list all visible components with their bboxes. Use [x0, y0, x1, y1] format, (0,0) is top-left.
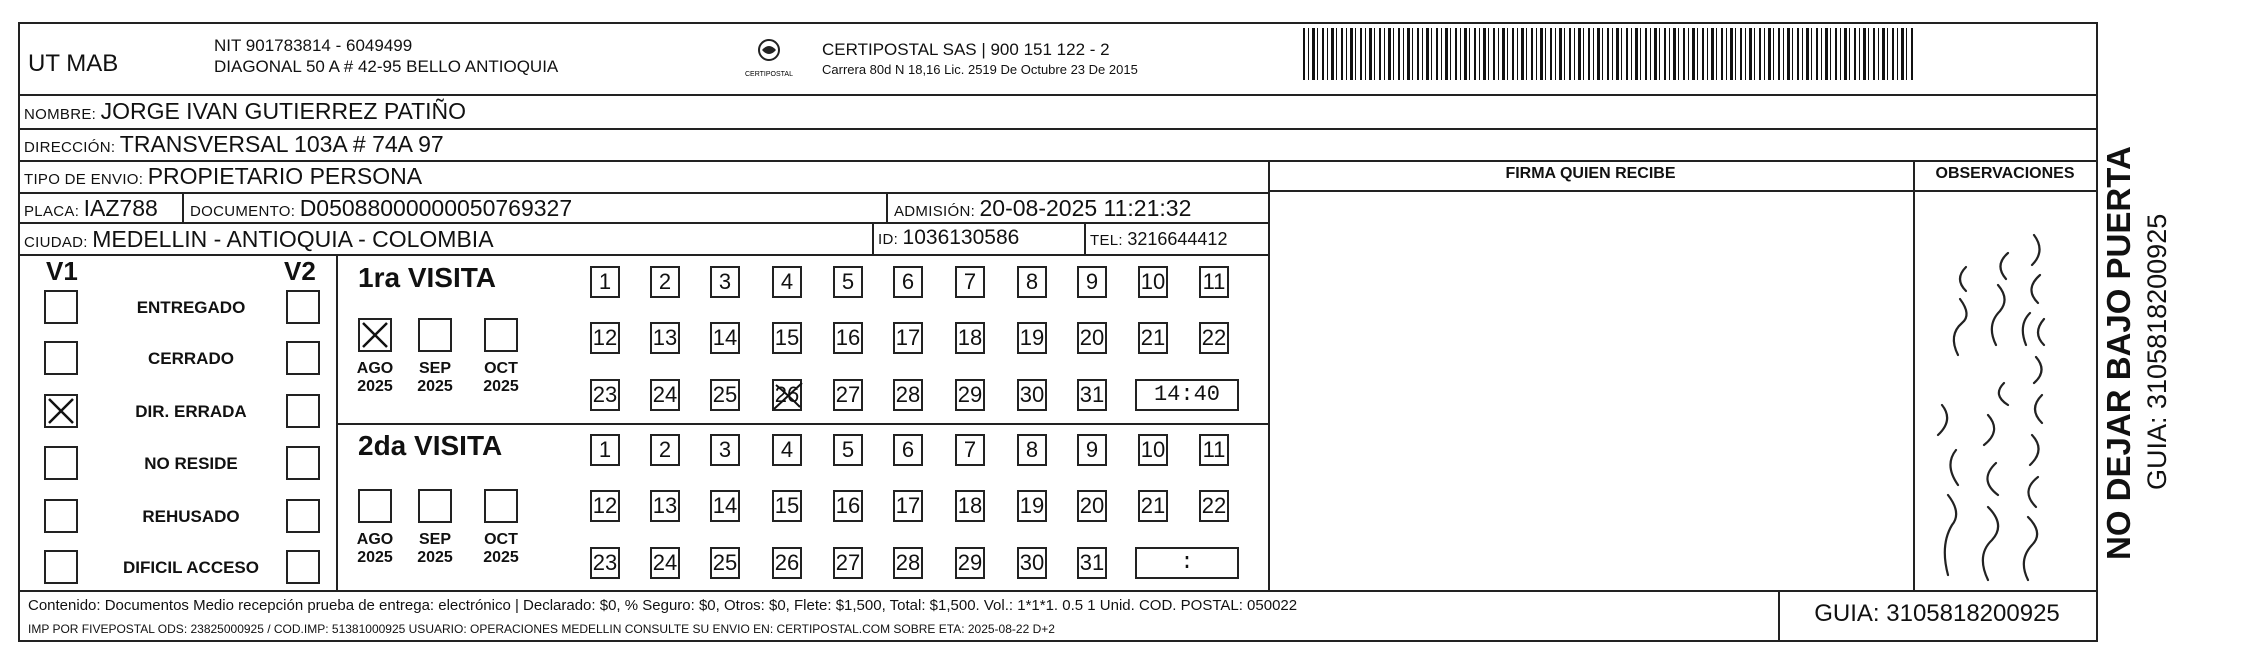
col-divider	[1084, 222, 1086, 254]
v1-label: V1	[46, 256, 78, 286]
v2-checkbox[interactable]	[286, 446, 320, 480]
day-box[interactable]: 8	[1017, 434, 1047, 466]
day-box[interactable]: 12	[590, 322, 620, 354]
day-box[interactable]: 5	[833, 434, 863, 466]
placa-label: PLACA:	[24, 203, 80, 220]
v2-checkbox[interactable]	[286, 394, 320, 428]
month-year: 2025	[417, 378, 453, 395]
month-year: 2025	[357, 378, 393, 395]
day-box[interactable]: 26	[772, 547, 802, 579]
row-divider	[18, 128, 2098, 130]
courier-logo-icon	[744, 36, 794, 80]
footer-contenido: Contenido: Documentos Medio recepción prueba de entrega: electrónico | Declarado: $0, % Seguro: $0, Otros: $0, Flete: $1,500, Total: $1,500. Vol.: 1*1*1. 0.5 1 Unid. COD. POSTAL: 050022	[28, 597, 1298, 614]
v1-checkbox[interactable]	[44, 341, 78, 375]
tel-row	[1090, 229, 1227, 250]
day-box[interactable]: 16	[833, 322, 863, 354]
admision-row	[894, 195, 1191, 222]
month-label	[410, 360, 460, 396]
nit-line: NIT 901783814 - 6049499	[214, 36, 413, 55]
ciudad-value: MEDELLIN - ANTIOQUIA - COLOMBIA	[92, 226, 494, 252]
v1-checkbox[interactable]	[44, 499, 78, 533]
month-name: SEP	[418, 360, 451, 377]
month-label	[350, 531, 400, 567]
day-box[interactable]: 21	[1138, 490, 1168, 522]
month-checkbox-oct[interactable]	[484, 318, 518, 352]
observations-handwriting	[1918, 195, 2094, 588]
day-box[interactable]: 31	[1077, 547, 1107, 579]
time-box[interactable]: 14:40	[1135, 379, 1239, 411]
footer-imp: IMP POR FIVEPOSTAL ODS: 23825000925 / COD.IMP: 51381000925 USUARIO: OPERACIONES MEDELLIN CONSULTE SU ENVIO EN: CERTIPOSTAL.COM SOBRE ETA: 2025-08-22 D+2	[28, 622, 1055, 636]
row-divider	[336, 423, 1268, 425]
day-box[interactable]: 7	[955, 434, 985, 466]
day-box[interactable]: 2	[650, 434, 680, 466]
v1-checkbox[interactable]	[44, 550, 78, 584]
nombre-label: NOMBRE:	[24, 106, 97, 123]
day-box[interactable]: 26	[772, 379, 802, 411]
col-divider	[886, 192, 888, 222]
day-box[interactable]: 13	[650, 490, 680, 522]
day-box[interactable]: 7	[955, 266, 985, 298]
month-name: SEP	[418, 531, 451, 548]
day-box[interactable]: 14	[710, 322, 740, 354]
day-box[interactable]: 27	[833, 547, 863, 579]
month-checkbox-oct[interactable]	[484, 489, 518, 523]
placa-value: IAZ788	[83, 195, 158, 221]
day-box[interactable]: 28	[893, 547, 923, 579]
day-box[interactable]: 25	[710, 379, 740, 411]
row-divider	[18, 192, 1268, 194]
row-divider	[18, 160, 2098, 162]
id-label: ID:	[878, 231, 899, 248]
day-box[interactable]: 20	[1077, 322, 1107, 354]
day-box[interactable]: 4	[772, 434, 802, 466]
v1-checkbox[interactable]	[44, 394, 78, 428]
placa-row	[24, 195, 158, 222]
direccion-row	[24, 131, 444, 158]
side-title: NO DEJAR BAJO PUERTA	[2100, 146, 2137, 560]
direccion-label: DIRECCIÓN:	[24, 139, 116, 156]
day-box[interactable]: 28	[893, 379, 923, 411]
tipo-envio-row	[24, 163, 422, 190]
day-box[interactable]: 6	[893, 266, 923, 298]
v2-checkbox[interactable]	[286, 499, 320, 533]
nombre-value: JORGE IVAN GUTIERREZ PATIÑO	[100, 98, 467, 124]
status-option-label: DIFICIL ACCESO	[122, 558, 259, 577]
month-name: OCT	[484, 360, 518, 377]
day-box[interactable]: 10	[1138, 434, 1168, 466]
firma-label: FIRMA QUIEN RECIBE	[1505, 165, 1676, 182]
day-box[interactable]: 30	[1017, 547, 1047, 579]
row-divider	[18, 590, 2098, 592]
v2-label: V2	[284, 256, 316, 286]
visit1-title: 1ra VISITA	[358, 262, 496, 293]
day-box[interactable]: 21	[1138, 322, 1168, 354]
svg-text:CERTIPOSTAL: CERTIPOSTAL	[745, 71, 793, 78]
status-option-label: NO RESIDE	[144, 454, 238, 473]
status-option-label: REHUSADO	[142, 507, 240, 526]
month-checkbox-sep[interactable]	[418, 489, 452, 523]
status-option-label: CERRADO	[148, 349, 234, 368]
time-box[interactable]: :	[1135, 547, 1239, 579]
day-box[interactable]: 6	[893, 434, 923, 466]
month-checkbox-ago[interactable]	[358, 489, 392, 523]
ciudad-label: CIUDAD:	[24, 234, 88, 251]
v2-checkbox[interactable]	[286, 341, 320, 375]
nombre-row	[24, 98, 466, 125]
status-option-label: DIR. ERRADA	[135, 402, 247, 421]
id-row	[878, 226, 1019, 250]
tipo-envio-value: PROPIETARIO PERSONA	[147, 163, 423, 189]
day-box[interactable]: 2	[650, 266, 680, 298]
courier-name: CERTIPOSTAL SAS | 900 151 122 - 2	[822, 40, 1110, 59]
col-divider	[1913, 160, 1915, 590]
day-box[interactable]: 3	[710, 434, 740, 466]
col-divider	[872, 222, 874, 254]
day-box[interactable]: 4	[772, 266, 802, 298]
month-label	[410, 531, 460, 567]
day-box[interactable]: 12	[590, 490, 620, 522]
courier-logo	[744, 36, 794, 80]
day-box[interactable]: 18	[955, 322, 985, 354]
side-guia: GUIA: 3105818200925	[2142, 213, 2172, 490]
day-box[interactable]: 1	[590, 266, 620, 298]
tel-value: 3216644412	[1127, 229, 1228, 249]
visit2-title: 2da VISITA	[358, 430, 503, 461]
day-box[interactable]: 30	[1017, 379, 1047, 411]
observaciones-label: OBSERVACIONES	[1935, 165, 2075, 182]
admision-label: ADMISIÓN:	[894, 203, 976, 220]
day-box[interactable]: 22	[1199, 490, 1229, 522]
handwriting-icon	[1918, 195, 2094, 588]
v1-checkbox[interactable]	[44, 446, 78, 480]
documento-value: D05088000000050769327	[299, 195, 573, 221]
month-label	[476, 531, 526, 567]
documento-label: DOCUMENTO:	[190, 203, 296, 220]
month-checkbox-sep[interactable]	[418, 318, 452, 352]
day-box[interactable]: 11	[1199, 434, 1229, 466]
day-box[interactable]: 17	[893, 322, 923, 354]
barcode	[1303, 28, 1913, 80]
day-box[interactable]: 5	[833, 266, 863, 298]
footer-guia: GUIA: 3105818200925	[1814, 600, 2060, 627]
col-divider	[182, 192, 184, 222]
day-box[interactable]: 27	[833, 379, 863, 411]
day-box[interactable]: 17	[893, 490, 923, 522]
day-box[interactable]: 23	[590, 379, 620, 411]
courier-license: Carrera 80d N 18,16 Lic. 2519 De Octubre 23 De 2015	[822, 62, 1138, 77]
check-x-icon	[360, 320, 390, 350]
day-box[interactable]: 19	[1017, 322, 1047, 354]
month-name: AGO	[356, 531, 394, 548]
day-box[interactable]: 29	[955, 547, 985, 579]
day-box[interactable]: 15	[772, 322, 802, 354]
status-option-label: ENTREGADO	[136, 298, 246, 317]
v1-checkbox[interactable]	[44, 290, 78, 324]
day-box[interactable]: 20	[1077, 490, 1107, 522]
day-strike-icon	[770, 377, 806, 415]
day-box[interactable]: 25	[710, 547, 740, 579]
day-box[interactable]: 16	[833, 490, 863, 522]
direccion-value: TRANSVERSAL 103A # 74A 97	[119, 131, 444, 157]
signature-area[interactable]	[1270, 192, 1912, 588]
day-box[interactable]: 11	[1199, 266, 1229, 298]
day-box[interactable]: 9	[1077, 266, 1107, 298]
ciudad-row	[24, 226, 494, 253]
day-box[interactable]: 29	[955, 379, 985, 411]
check-x-icon	[46, 396, 76, 426]
v2-checkbox[interactable]	[286, 550, 320, 584]
col-divider	[336, 254, 338, 590]
tipo-envio-label: TIPO DE ENVIO:	[24, 171, 144, 188]
row-divider	[18, 222, 1268, 224]
month-checkbox-ago[interactable]	[358, 318, 392, 352]
day-box[interactable]: 23	[590, 547, 620, 579]
month-label	[350, 360, 400, 396]
day-box[interactable]: 10	[1138, 266, 1168, 298]
day-box[interactable]: 24	[650, 379, 680, 411]
row-divider	[18, 254, 1268, 256]
company-name: UT MAB	[28, 50, 119, 77]
day-box[interactable]: 9	[1077, 434, 1107, 466]
tel-label: TEL:	[1090, 232, 1123, 249]
day-box[interactable]: 3	[710, 266, 740, 298]
day-box[interactable]: 15	[772, 490, 802, 522]
month-year: 2025	[483, 378, 519, 395]
address-line: DIAGONAL 50 A # 42-95 BELLO ANTIOQUIA	[214, 57, 559, 76]
day-box[interactable]: 1	[590, 434, 620, 466]
day-box[interactable]: 19	[1017, 490, 1047, 522]
month-label	[476, 360, 526, 396]
month-year: 2025	[417, 549, 453, 566]
day-box[interactable]: 24	[650, 547, 680, 579]
month-year: 2025	[357, 549, 393, 566]
admision-value: 20-08-2025 11:21:32	[979, 195, 1192, 221]
day-box[interactable]: 22	[1199, 322, 1229, 354]
month-name: AGO	[356, 360, 394, 377]
day-box[interactable]: 14	[710, 490, 740, 522]
documento-row	[190, 195, 572, 222]
id-value: 1036130586	[902, 226, 1020, 249]
day-box[interactable]: 8	[1017, 266, 1047, 298]
month-year: 2025	[483, 549, 519, 566]
day-box[interactable]: 31	[1077, 379, 1107, 411]
v2-checkbox[interactable]	[286, 290, 320, 324]
day-box[interactable]: 18	[955, 490, 985, 522]
month-name: OCT	[484, 531, 518, 548]
row-divider	[18, 94, 2098, 96]
day-box[interactable]: 13	[650, 322, 680, 354]
